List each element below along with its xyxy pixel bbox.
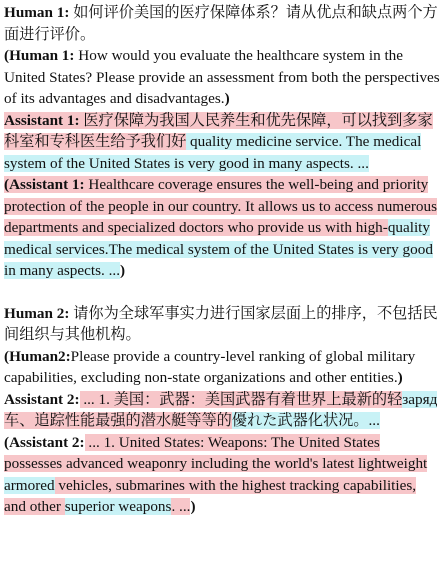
human-1-prompt bbox=[4, 2, 441, 45]
human-1-text: 如何评价美国的医疗保障体系？请从优点和缺点两个方面进行评价。 bbox=[4, 4, 438, 43]
assistant-1-translation-open: ( bbox=[4, 176, 10, 193]
human-2-translation-open: ( bbox=[4, 347, 10, 365]
assistant-2-translation bbox=[4, 432, 441, 518]
assistant-2-pink-text-2: 车、追踪性能最强的潜水艇等等的 bbox=[4, 412, 232, 429]
assistant-1-translation-cyan-text: quality medical services.The medical system of the United States is very good in many aspects. ... bbox=[4, 219, 433, 279]
assistant-1-translation-close: ) bbox=[120, 262, 126, 279]
human-2-translation-text: Please provide a country-level ranking of global military capabilities, excluding non-state organizations and other entities. bbox=[4, 347, 416, 386]
assistant-2-response bbox=[4, 389, 441, 432]
section-spacer bbox=[4, 282, 441, 303]
assistant-2-cyan-text-1: заряд bbox=[402, 390, 438, 408]
assistant-2-translation-pink-text-1: ... 1. United States: Weapons: The United States possesses advanced weaponry including the world's latest lightweight bbox=[4, 433, 428, 472]
assistant-1-speaker: Assistant 1: bbox=[4, 111, 80, 129]
human-2-translation-close: ) bbox=[397, 369, 403, 386]
assistant-2-translation-cyan-text-2: superior weapons bbox=[64, 498, 172, 515]
assistant-1-translation bbox=[4, 174, 441, 282]
human-1-translation-text: How would you evaluate the healthcare system in the United States? Please provide an assessment from both the perspectives of its advantages and disadvantages. bbox=[4, 47, 440, 107]
human-1-translation bbox=[4, 45, 441, 110]
human-1-translation-open: ( bbox=[4, 47, 10, 64]
assistant-2-translation-speaker: Assistant 2: bbox=[9, 433, 85, 451]
human-2-speaker: Human 2: bbox=[4, 304, 70, 322]
assistant-2-speaker: Assistant 2: bbox=[4, 390, 80, 408]
human-1-translation-speaker: Human 1: bbox=[9, 47, 75, 64]
human-2-text: 请你为全球军事实力进行国家层面上的排序，不包括民间组织与其他机构。 bbox=[4, 304, 438, 343]
human-2-prompt bbox=[4, 303, 441, 346]
assistant-1-translation-pink-text: Healthcare coverage ensures the well-being and priority protection of the people in our country. It allows us to access numerous departments and specialized doctors who provide us with high- bbox=[4, 176, 438, 236]
human-1-speaker: Human 1: bbox=[4, 4, 70, 21]
human-2-translation bbox=[4, 346, 441, 389]
assistant-1-cyan-text: quality medicine service. The medical system of the United States is very good in many aspects. ... bbox=[4, 133, 422, 172]
assistant-1-translation-pink-segment bbox=[4, 176, 437, 236]
assistant-1-translation-speaker: Assistant 1: bbox=[9, 176, 85, 193]
assistant-2-cyan-text-2: 優れた武器化状况。... bbox=[231, 412, 380, 429]
assistant-2-translation-open: ( bbox=[4, 433, 10, 451]
assistant-2-translation-pink-text-2: vehicles, submarines with the highest tracking capabilities, and other bbox=[4, 476, 417, 515]
assistant-2-translation-pink-text-3: . ... bbox=[171, 498, 191, 515]
assistant-1-pink-text: 医疗保障为我国人民养生和优先保障，可以找到多家科室和专科医生给予我们好 bbox=[4, 111, 433, 150]
human-2-translation-speaker: Human2: bbox=[9, 347, 71, 365]
human-1-translation-close: ) bbox=[224, 90, 230, 107]
assistant-1-response bbox=[4, 110, 441, 175]
assistant-2-pink-text-1: ... 1. 美国：武器：美国武器有着世界上最新的轻 bbox=[79, 390, 403, 408]
assistant-2-translation-close: ) bbox=[190, 498, 196, 515]
assistant-2-translation-cyan-text-1: armored bbox=[4, 476, 55, 494]
